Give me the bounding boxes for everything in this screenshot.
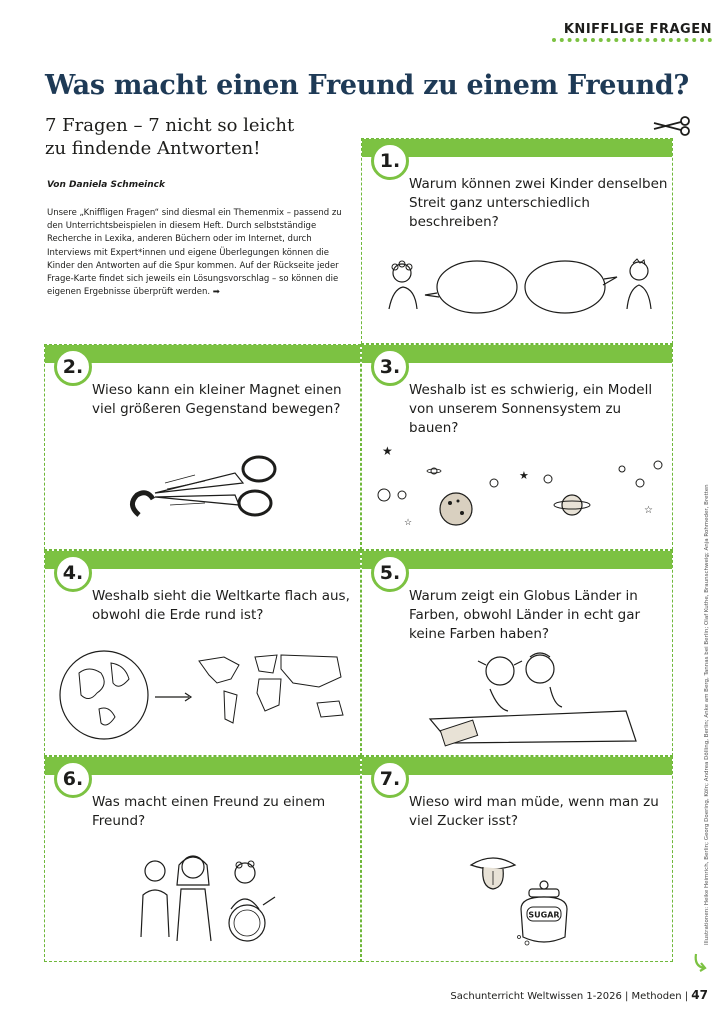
question-card-3 <box>361 344 673 550</box>
svg-text:★: ★ <box>382 444 393 458</box>
card-number: 4. <box>54 554 92 592</box>
two-children-speech-bubbles-illustration <box>377 259 667 329</box>
card-number: 6. <box>54 760 92 798</box>
card-bar <box>45 757 360 775</box>
card-bar <box>362 757 672 775</box>
question-card-1 <box>361 138 673 344</box>
card-question: Wieso wird man müde, wenn man zu viel Zucker isst? <box>409 794 659 829</box>
subtitle-line-2: zu findende Antworten! <box>45 138 261 159</box>
card-number: 3. <box>371 348 409 386</box>
intro-text: Unsere „Kniffligen Fragen“ sind diesmal ein Themenmix – passend zu den Unterrichtsbeispielen in diesem Heft. Durch selbstständige Recherche in Lexika, anderen Büchern oder im Internet, durch Interviews mit Expert*innen und eigene Überlegungen können die Kinder den Antworten auf die Spur kommen. Auf der Rückseite jeder Frage-Karte findet sich jeweils ein Lösungsvorschlag – so können die eigenen Ergebnisse überprüft werden. ➡ <box>47 208 342 298</box>
globe-to-map-illustration <box>59 643 349 743</box>
card-number: 1. <box>371 142 409 180</box>
three-friends-illustration <box>135 855 295 945</box>
card-bar <box>45 551 360 569</box>
card-question: Was macht einen Freund zu einem Freund? <box>92 794 326 829</box>
svg-text:★: ★ <box>519 470 529 482</box>
question-card-7 <box>361 756 673 962</box>
card-question: Warum zeigt ein Globus Länder in Farben, obwohl Länder in echt gar keine Farben haben? <box>409 588 641 642</box>
journal-info: Sachunterricht Weltwissen 1-2026 | Methoden | <box>450 991 689 1002</box>
solar-system-illustration <box>374 443 664 533</box>
section-tag-dots <box>552 38 712 46</box>
question-card-4 <box>44 550 361 756</box>
page-footer <box>450 988 708 1001</box>
section-tag: KNIFFLIGE FRAGEN <box>563 22 712 37</box>
page-title: Was macht einen Freund zu einem Freund? <box>45 70 689 101</box>
author: Von Daniela Schmeinck <box>47 180 165 190</box>
sugar-label: SUGAR <box>528 910 560 920</box>
card-bar <box>362 345 672 363</box>
question-card-2 <box>44 344 361 550</box>
card-bar <box>362 139 672 157</box>
subtitle <box>45 114 345 160</box>
svg-text:☆: ☆ <box>644 505 653 516</box>
scissors-icon <box>652 116 692 136</box>
children-painting-illustration <box>390 649 650 749</box>
illustration-credits-wrapper <box>700 484 714 945</box>
card-question: Weshalb sieht die Weltkarte flach aus, obwohl die Erde rund ist? <box>92 588 350 623</box>
page-number: 47 <box>691 988 708 1002</box>
card-question: Weshalb ist es schwierig, ein Modell von unserem Sonnensystem zu bauen? <box>409 382 653 436</box>
card-question: Wieso kann ein kleiner Magnet einen viel größeren Gegenstand bewegen? <box>92 382 342 417</box>
card-question: Warum können zwei Kinder denselben Streit ganz unterschiedlich beschreiben? <box>409 176 668 230</box>
magnet-scissors-illustration <box>125 453 295 533</box>
card-bar <box>45 345 360 363</box>
svg-text:☆: ☆ <box>404 517 413 527</box>
tongue-sugar-jar-illustration <box>467 853 577 953</box>
card-bar <box>362 551 672 569</box>
question-card-6 <box>44 756 361 962</box>
question-card-5 <box>361 550 673 756</box>
card-number: 5. <box>371 554 409 592</box>
card-number: 2. <box>54 348 92 386</box>
subtitle-line-1: 7 Fragen – 7 nicht so leicht <box>45 115 295 136</box>
illustration-credits: Illustrationen: Heike Heimrich, Berlin; Georg Doering, Köln; Andrea Dölling, Berlin; Anke am Berg, Tannas bei Berlin; Olaf Kuthe, Braunschweig; Anja Rohmeder, Bretten <box>704 484 710 945</box>
turn-page-arrow-icon <box>692 952 710 972</box>
card-number: 7. <box>371 760 409 798</box>
